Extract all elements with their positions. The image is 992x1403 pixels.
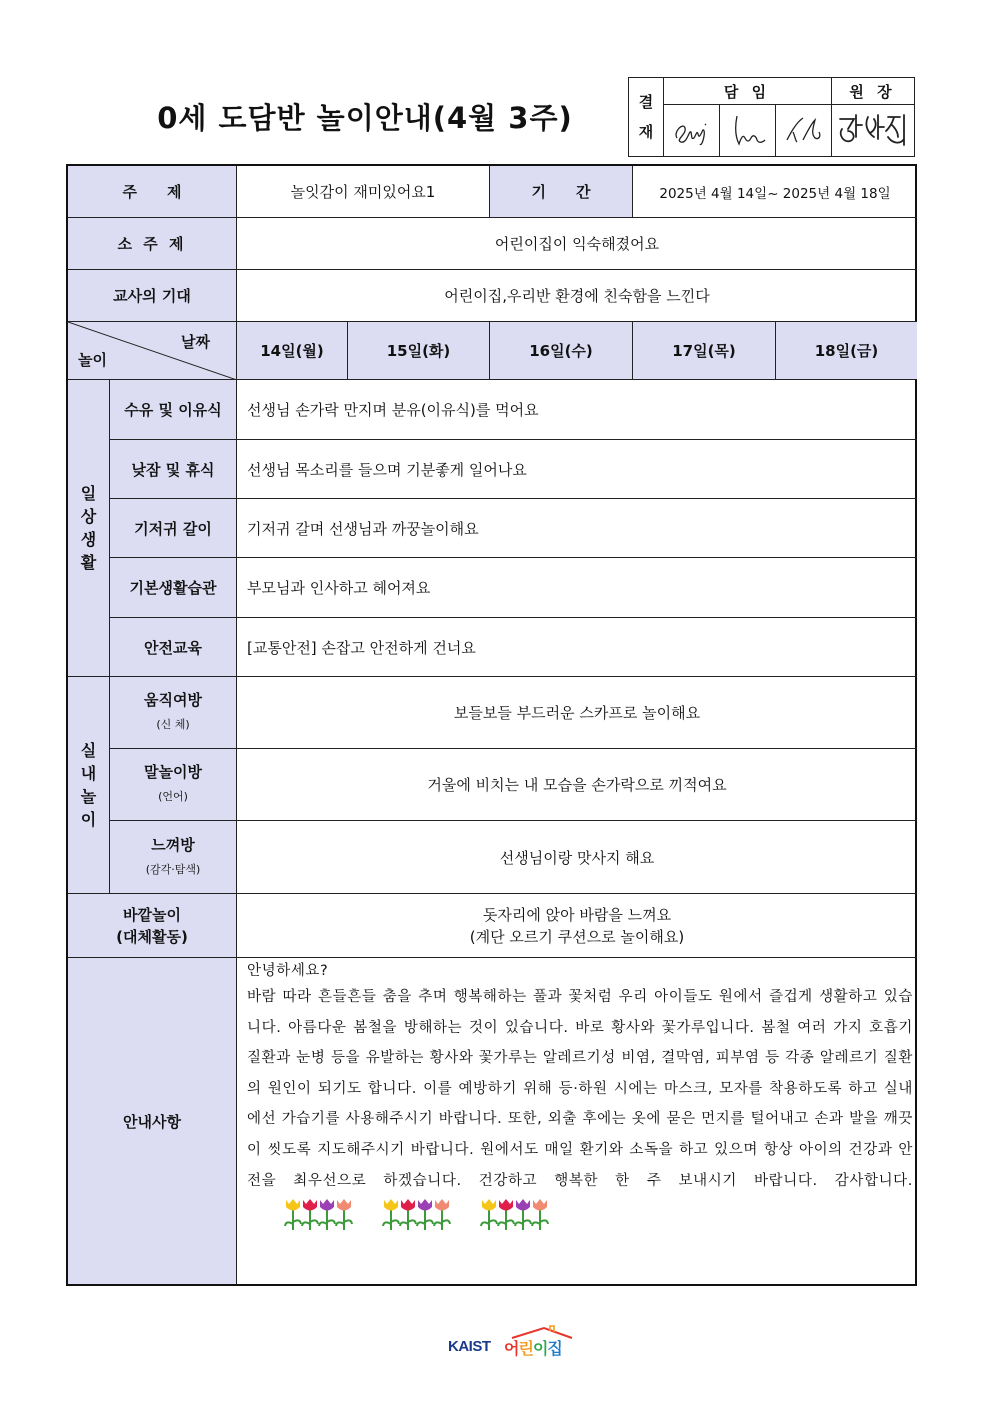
corner-date-label: 날짜 xyxy=(181,333,210,351)
tulip-stem xyxy=(434,1210,450,1230)
outdoor-value-line2: (계단 오르기 쿠션으로 놀이해요) xyxy=(469,927,685,946)
day-header-tue: 15일(화) xyxy=(348,322,490,380)
approval-label-top: 결 xyxy=(638,93,654,111)
logo-letter: 어 xyxy=(504,1339,519,1358)
expectation-value: 어린이집,우리반 환경에 친숙함을 느낀다 xyxy=(237,270,917,322)
approval-box xyxy=(628,77,915,157)
tulip-decoration xyxy=(283,1196,573,1244)
habits-value: 부모님과 인사하고 헤어져요 xyxy=(237,558,917,618)
room-sub: (언어) xyxy=(158,790,188,803)
outdoor-label-line2: (대체활동) xyxy=(116,927,188,946)
room-sub: (신 체) xyxy=(156,718,190,731)
teacher-signature-2 xyxy=(719,104,775,156)
director-header: 원 장 xyxy=(831,78,914,105)
corner-play-label: 놀이 xyxy=(78,351,107,369)
safety-label: 안전교육 xyxy=(110,618,237,677)
movement-room-label xyxy=(110,677,237,749)
tulip-flower xyxy=(286,1199,300,1211)
notice-content xyxy=(237,958,917,1284)
kaist-daycare-logo xyxy=(448,1322,578,1362)
movement-room-value: 보들보들 부드러운 스카프로 놀이해요 xyxy=(237,677,917,749)
group-char: 활 xyxy=(80,553,97,572)
room-name: 말놀이방 xyxy=(144,763,202,781)
teacher-header: 담 임 xyxy=(663,78,831,105)
group-char: 실 xyxy=(80,741,97,760)
tulip-stem xyxy=(400,1210,416,1230)
outdoor-label-line1: 바깥놀이 xyxy=(123,905,181,924)
group-char: 생 xyxy=(80,530,97,549)
teacher-signature-1 xyxy=(663,104,719,156)
room-name: 움직여방 xyxy=(144,691,202,709)
notice-body: 바람 따라 흔들흔들 춤을 추며 행복해하는 풀과 꽃처럼 우리 아이들도 원에서 즐겁게 생활하고 있습니다. 아름다운 봄철을 방해하는 것이 있습니다. 바로 황사와 꽃가루입니다. 봄철 여러 가지 호흡기 질환과 눈병 등을 유발하는 황사와 꽃가루는 알레르기성 비염, 결막염, 피부염 등 각종 알레르기 질환의 원인이 되기도 합니다. 이를 예방하기 위해 등·하원 시에는 마스크, 모자를 착용하도록 하고 실내에선 가습기를 사용해주시기 바랍니다. 또한, 외출 후에는 옷에 묻은 먼지를 털어내고 손과 발을 깨끗이 씻도록 지도해주시기 바랍니다. 원에서도 매일 환기와 소독을 하고 있으며 항상 아이의 건강과 안전을 최우선으로 하겠습니다. 건강하고 행복한 한 주 보내시기 바랍니다. 감사합니다. xyxy=(247,989,913,1189)
day-header-fri: 18일(금) xyxy=(776,322,917,380)
diaper-value: 기저귀 갈며 선생님과 까꿍놀이해요 xyxy=(237,499,917,558)
outdoor-value-line1: 돗자리에 앉아 바람을 느껴요 xyxy=(482,905,672,924)
outdoor-value xyxy=(237,894,917,958)
logo-letter: 집 xyxy=(547,1339,562,1358)
main-table xyxy=(66,164,917,1286)
expectation-label: 교사의 기대 xyxy=(68,270,237,322)
logo-daycare-text xyxy=(504,1336,562,1359)
subtheme-label: 소 주 제 xyxy=(68,218,237,270)
logo-letter: 린 xyxy=(518,1339,533,1358)
approval-label xyxy=(629,78,664,156)
tulip-flower xyxy=(516,1199,530,1211)
subtheme-value: 어린이집이 익숙해졌어요 xyxy=(237,218,917,270)
tulip-stem xyxy=(515,1210,531,1230)
safety-value: [교통안전] 손잡고 안전하게 건너요 xyxy=(237,618,917,677)
tulip-stem xyxy=(498,1210,514,1230)
tulip-flower xyxy=(533,1199,547,1211)
habits-label: 기본생활습관 xyxy=(110,558,237,618)
daily-life-group-label xyxy=(68,380,110,677)
approval-label-bottom: 재 xyxy=(638,123,654,141)
tulip-stem xyxy=(417,1210,433,1230)
tulips-svg xyxy=(283,1196,573,1232)
feeding-value: 선생님 손가락 만지며 분유(이유식)를 먹어요 xyxy=(237,380,917,440)
tulip-stem xyxy=(532,1210,548,1230)
nap-label: 낮잠 및 휴식 xyxy=(110,440,237,499)
group-char: 내 xyxy=(80,764,97,783)
tulip-flower xyxy=(401,1199,415,1211)
tulip-flower xyxy=(418,1199,432,1211)
outdoor-label xyxy=(68,894,237,958)
diaper-label: 기저귀 갈이 xyxy=(110,499,237,558)
theme-value: 놀잇감이 재미있어요1 xyxy=(237,166,490,218)
tulip-stem xyxy=(481,1210,497,1230)
tulip-flower xyxy=(435,1199,449,1211)
group-char: 일 xyxy=(80,484,97,503)
tulip-flower xyxy=(384,1199,398,1211)
logo-kaist-text: KAIST xyxy=(448,1338,491,1355)
tulip-stem xyxy=(302,1210,318,1230)
tulip-flower xyxy=(303,1199,317,1211)
tulip-flower xyxy=(482,1199,496,1211)
teacher-signature-3 xyxy=(775,104,831,156)
tulip-flower xyxy=(320,1199,334,1211)
day-header-wed: 16일(수) xyxy=(490,322,633,380)
day-header-thu: 17일(목) xyxy=(633,322,776,380)
indoor-play-group-label xyxy=(68,677,110,894)
feeding-label: 수유 및 이유식 xyxy=(110,380,237,440)
director-signature xyxy=(831,104,914,156)
group-char: 이 xyxy=(80,810,97,829)
day-corner-cell xyxy=(68,322,237,380)
tulip-stem xyxy=(285,1210,301,1230)
tulip-stem xyxy=(336,1210,352,1230)
notice-greeting: 안녕하세요? xyxy=(247,963,329,979)
tulip-stem xyxy=(383,1210,399,1230)
period-value: 2025년 4월 14일~ 2025년 4월 18일 xyxy=(633,166,917,218)
language-room-label xyxy=(110,749,237,821)
sensory-room-label xyxy=(110,821,237,894)
tulip-flower xyxy=(499,1199,513,1211)
language-room-value: 거울에 비치는 내 모습을 손가락으로 끼적여요 xyxy=(237,749,917,821)
logo-letter: 이 xyxy=(532,1339,548,1358)
tulip-stem xyxy=(319,1210,335,1230)
room-sub: (감각·탐색) xyxy=(145,862,201,876)
page-title: 0세 도담반 놀이안내(4월 3주) xyxy=(157,101,573,135)
group-char: 놀 xyxy=(80,787,97,806)
nap-value: 선생님 목소리를 들으며 기분좋게 일어나요 xyxy=(237,440,917,499)
notice-label: 안내사항 xyxy=(68,958,237,1284)
room-name: 느껴방 xyxy=(151,835,195,854)
group-char: 상 xyxy=(80,507,97,526)
theme-label: 주 제 xyxy=(68,166,237,218)
sensory-room-value: 선생님이랑 맛사지 해요 xyxy=(237,821,917,894)
tulip-flower xyxy=(337,1199,351,1211)
day-header-mon: 14일(월) xyxy=(237,322,348,380)
period-label: 기 간 xyxy=(490,166,633,218)
